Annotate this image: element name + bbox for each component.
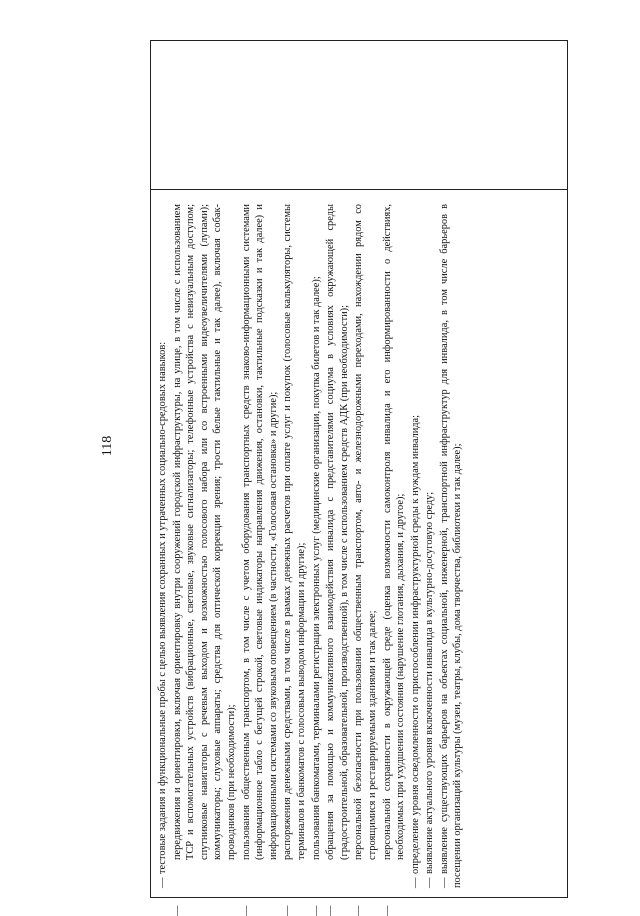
- list-item-text: обращения за помощью и коммуникативного взаимодействия инвалида с представителями социума в условиях окружающей среды (градостроительной, образовательной, производственной), в том числе с использованием средств АДК (при необходимости);: [325, 204, 350, 860]
- page-number: 118: [100, 435, 115, 457]
- list-item-text: персональной безопасности при пользовании общественным транспортом, авто- и железнодорожными переходами, нахождении рядом со строящимися и реставрируемыми зданиями и так далее;: [353, 204, 378, 860]
- list-item-text: персональной сохранности в окружающей среде (оценка возможности самоконтроля инвалида и его информированности о действиях, необходимых при ухудшении состояния (нарушение глотания, дыхания, и другое);: [381, 204, 407, 860]
- dash-marker: —: [157, 877, 168, 888]
- list-item-text: определение уровня осведомленности о приспособлении инфраструктурной среды к нуждам инвалида;: [409, 414, 421, 874]
- dash-marker: —: [282, 905, 294, 916]
- sub-list-item: [310, 204, 324, 916]
- list-item-text: выявление существующих барьеров на объектах социальной, инженерной, транспортной инфраструктур для инвалида, в том числе барьеров в посещении организаций культуры (музеи, театры, клубы, дома творчества, библиотеки и так далее);: [438, 204, 464, 888]
- sub-list-item: [324, 204, 351, 916]
- dash-marker: —: [310, 905, 322, 916]
- list-item: [409, 204, 423, 888]
- list-item: [423, 204, 437, 888]
- list-item: [438, 204, 465, 888]
- list-item-text: выявление актуального уровня включенности инвалида в культурно-досуговую среду;: [424, 491, 436, 874]
- sub-list-item: [240, 204, 281, 916]
- dash-marker: —: [424, 877, 436, 888]
- sub-list-item: [171, 204, 239, 916]
- list-item-text: передвижения и ориентировки, включая ориентировку внутри сооружений городской инфраструктуры, на улице, в том числе с использованием ТСР и вспомогательных устройств (вибрационные, световые, звуковые сигнализаторы; телефонные устройства с невизуальным доступом; спутниковые навигаторы с речевым выходом и возможностью голосового набора или со встроенными видеоувеличителями (лупами); коммуникаторы; слуховые аппараты; средства для оптической коррекции зрения; трости белые тактильные и так далее), включая собак-проводников (при необходимости);: [171, 204, 237, 860]
- dash-marker: —: [325, 905, 337, 916]
- sub-list-item: [281, 204, 308, 916]
- sub-list-item: [381, 204, 408, 916]
- dash-marker: —: [409, 877, 421, 888]
- list-content: [150, 192, 568, 916]
- dash-marker: —: [438, 877, 450, 888]
- list-item-text: пользования банкоматами, терминалами регистрации электронных услуг (медицинские организации, покупка билетов и так далее);: [310, 276, 322, 860]
- list-item: [156, 204, 170, 888]
- list-item-text: тестовые задания и функциональные пробы с целью выявления сохранных и утраченных социально-средовых навыков:: [157, 341, 168, 874]
- empty-table-cell: [150, 40, 568, 190]
- dash-marker: —: [381, 905, 393, 916]
- dash-marker: —: [240, 905, 252, 916]
- list-item-text: пользования общественным транспортом, в том числе с учетом оборудования транспортных средств знаково-информационными системами (информационное табло с бегущей строкой, световые индикаторы направления движения, остановки, тактильные подсказки и так далее) и информационными системами со звуковым оповещением (в частности, «Голосовая остановка» и другие);: [240, 204, 279, 860]
- sub-list-item: [352, 204, 379, 916]
- dash-marker: —: [171, 905, 183, 916]
- list-item-text: распоряжения денежными средствами, в том числе в рамках денежных расчетов при оплате услуг и покупок (голосовые калькуляторы, системы терминалов и банкоматов с голосовым выводом информации и другие);: [282, 204, 307, 860]
- dash-marker: —: [353, 905, 365, 916]
